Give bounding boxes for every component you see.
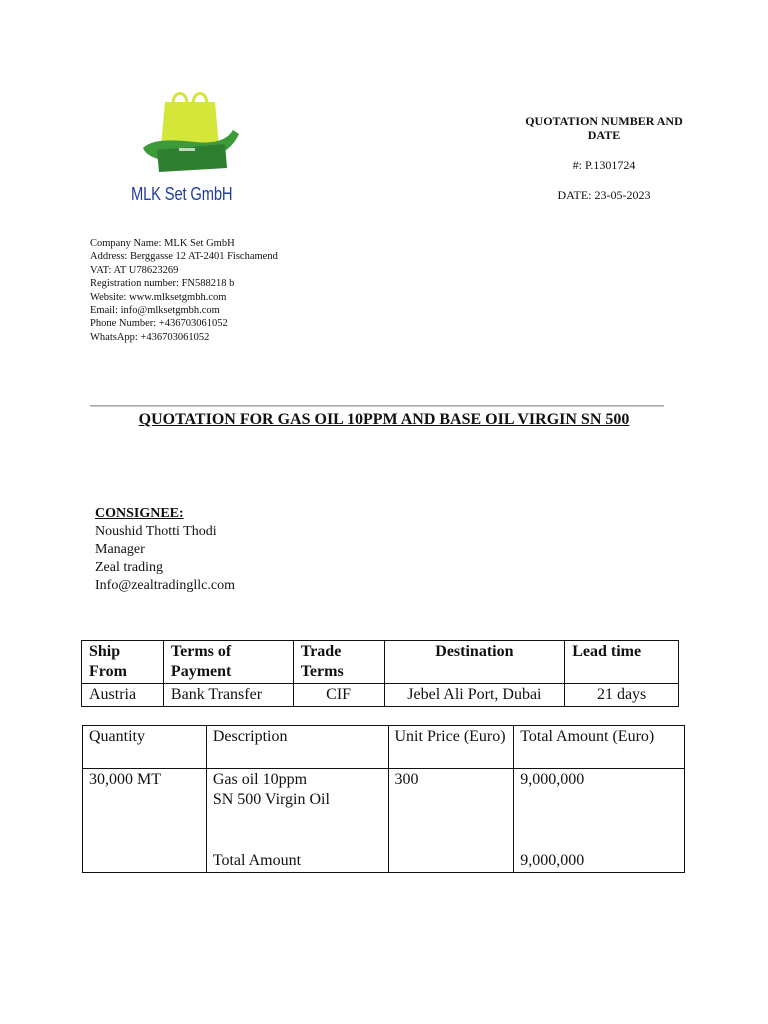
company-vat-line: VAT: AT U78623269 [90, 264, 179, 276]
header-ship-from: Ship From [82, 641, 164, 684]
quotation-date: DATE: 23-05-2023 [557, 188, 651, 202]
consignee-heading: CONSIGNEE: [95, 506, 184, 521]
company-website-line: Website: www.mlksetgmbh.com [90, 291, 227, 303]
horizontal-divider [90, 405, 664, 407]
description-line: SN 500 Virgin Oil [212, 791, 330, 808]
document-title: QUOTATION FOR GAS OIL 10PPM AND BASE OIL VIRGIN SN 500 [138, 411, 630, 428]
table-row [82, 684, 679, 707]
header-terms-of-payment: Terms of Payment [163, 641, 293, 684]
table-header-row [82, 641, 679, 684]
header-quantity: Quantity [83, 726, 207, 769]
company-logo [135, 90, 245, 182]
cell-terms-of-payment: Bank Transfer [163, 684, 293, 707]
cell-total-amount [514, 769, 685, 873]
consignee-role: Manager [95, 542, 145, 557]
cell-quantity: 30,000 MT [83, 769, 207, 873]
price-table [82, 725, 685, 873]
table-header-row [83, 726, 685, 769]
total-amount-label: Total Amount [212, 852, 302, 869]
consignee-block [95, 505, 235, 595]
quotation-number: #: P.1301724 [572, 158, 636, 172]
consignee-company: Zeal trading [95, 560, 164, 575]
quotation-number-heading: QUOTATION NUMBER AND DATE [525, 114, 683, 142]
logo-company-name: MLK Set GmbH [131, 184, 233, 204]
consignee-email: Info@zealtradingllc.com [95, 578, 235, 593]
consignee-name: Noushid Thotti Thodi [95, 524, 217, 539]
header-total-amount: Total Amount (Euro) [514, 726, 685, 769]
shipping-terms-table [81, 640, 679, 707]
company-email-line: Email: info@mlksetgmbh.com [90, 305, 220, 317]
company-whatsapp-line: WhatsApp: +436703061052 [90, 331, 210, 343]
header-destination: Destination [384, 641, 565, 684]
company-phone-line: Phone Number: +436703061052 [90, 318, 228, 330]
cell-destination: Jebel Ali Port, Dubai [384, 684, 565, 707]
cell-unit-price: 300 [388, 769, 514, 873]
header-lead-time: Lead time [565, 641, 679, 684]
cell-ship-from: Austria [82, 684, 164, 707]
table-row [83, 769, 685, 873]
cell-description [206, 769, 388, 873]
company-info [90, 237, 278, 344]
cell-lead-time: 21 days [565, 684, 679, 707]
description-line: Gas oil 10ppm [212, 771, 308, 788]
header-description: Description [206, 726, 388, 769]
grand-total: 9,000,000 [520, 852, 585, 869]
company-address-line: Address: Berggasse 12 AT-2401 Fischamend [90, 251, 278, 263]
header-unit-price: Unit Price (Euro) [388, 726, 514, 769]
header-trade-terms: Trade Terms [293, 641, 384, 684]
cell-trade-terms: CIF [293, 684, 384, 707]
line-total: 9,000,000 [520, 771, 585, 788]
company-registration-line: Registration number: FN588218 b [90, 278, 235, 290]
company-name-line: Company Name: MLK Set GmbH [90, 238, 235, 249]
